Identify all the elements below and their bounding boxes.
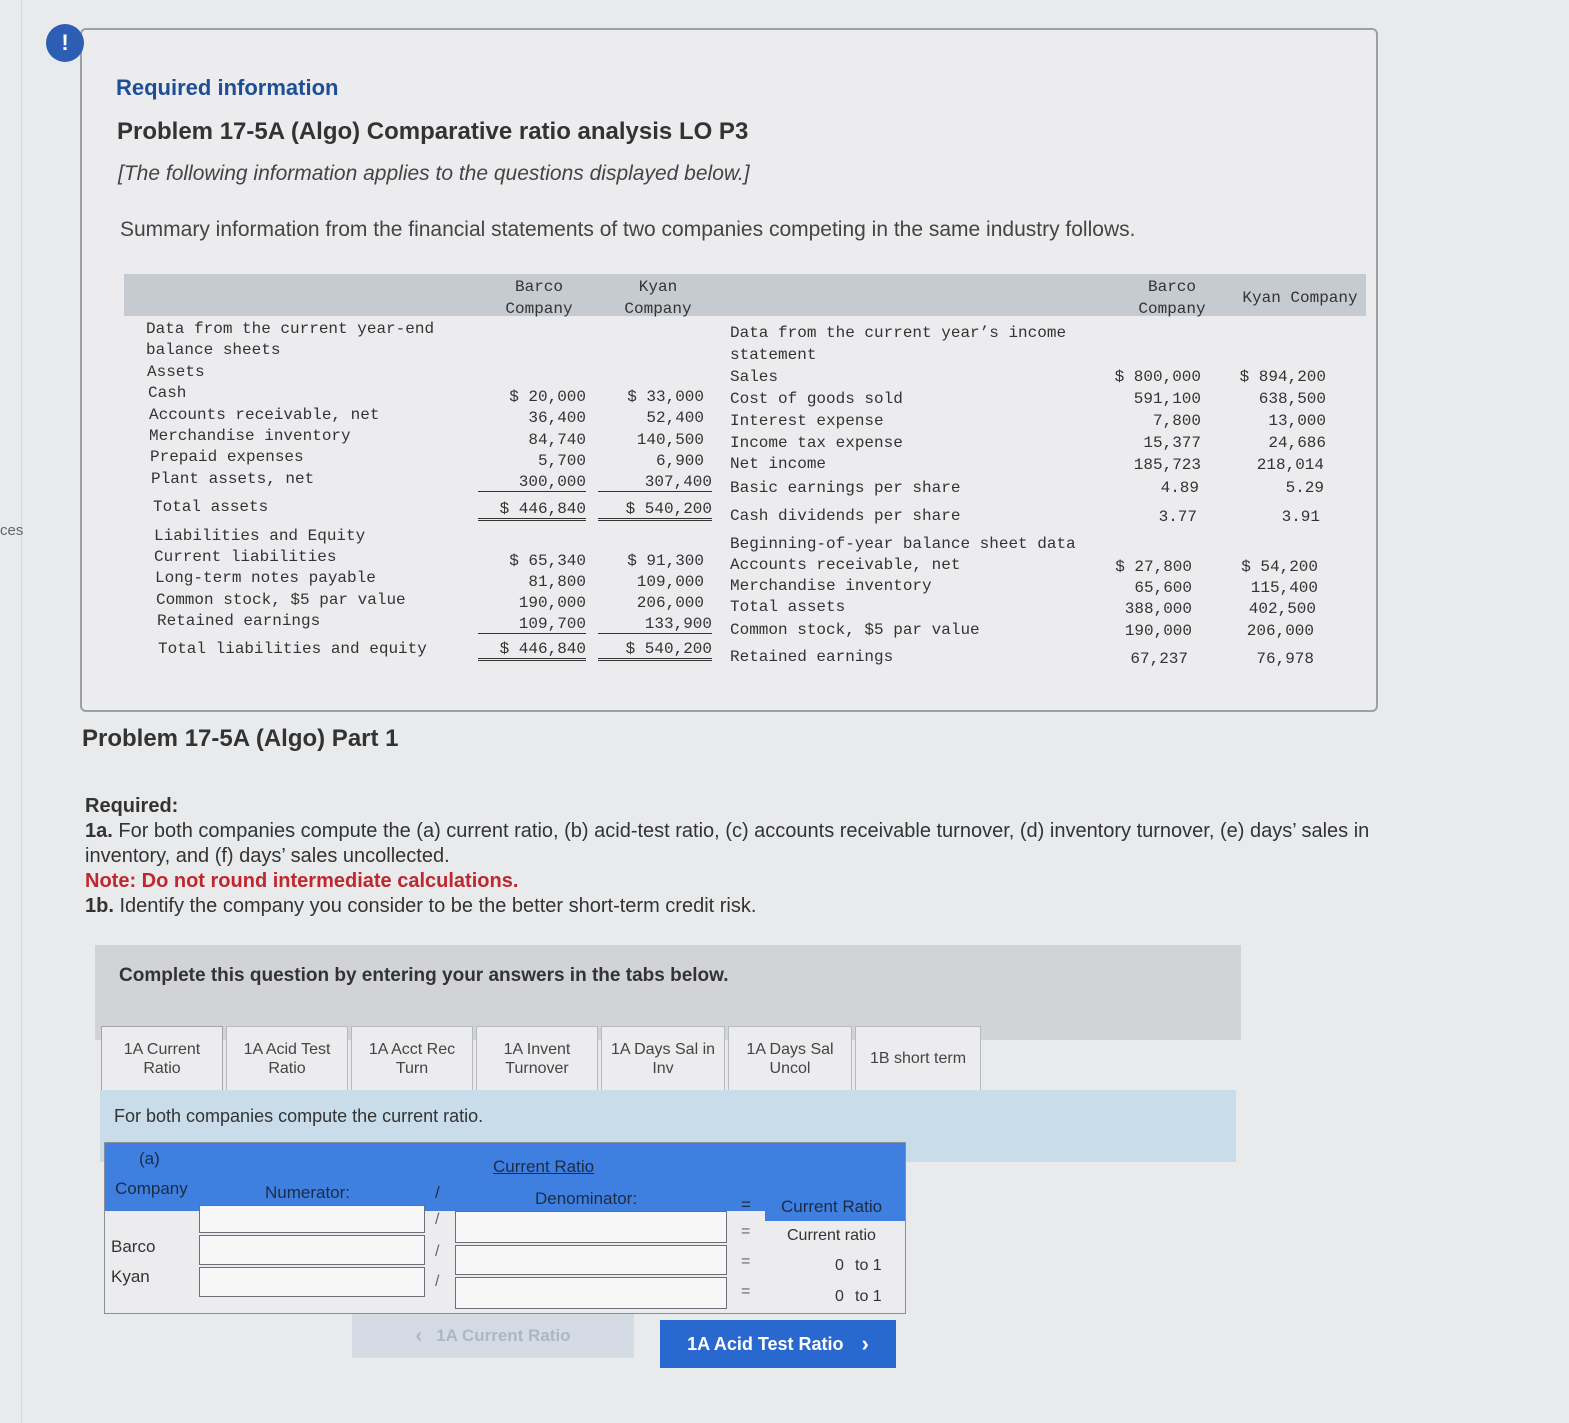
- slash-header: /: [435, 1183, 440, 1202]
- tab-label-line1: 1B short term: [869, 1050, 967, 1067]
- liability-label: Retained earnings: [157, 612, 321, 630]
- income-barco-value: 388,000: [1124, 600, 1192, 618]
- kyan-value: 133,900: [598, 615, 712, 634]
- tab-description: For both companies compute the current ratio.: [114, 1106, 484, 1126]
- complete-instructions: Complete this question by entering your answers in the tabs below.: [119, 965, 729, 986]
- financial-data-table: [124, 274, 1366, 674]
- chevron-right-icon: ›: [861, 1331, 869, 1356]
- tab-label-line2: Ratio: [268, 1059, 306, 1077]
- balance-section-title: Data from the current year-end: [146, 320, 435, 338]
- tab-label-line1: 1A Days Sal in: [610, 1040, 716, 1058]
- tab-1a-current-ratio[interactable]: [101, 1026, 223, 1090]
- liability-label: Current liabilities: [154, 548, 337, 566]
- q1b-label: 1b.: [85, 895, 114, 917]
- balance-section-title-2: balance sheets: [146, 341, 281, 359]
- income-label: Basic earnings per share: [730, 479, 961, 497]
- kyan-value: 109,000: [636, 573, 704, 591]
- beginning-label: Accounts receivable, net: [730, 556, 961, 574]
- kyan-value: 206,000: [636, 594, 704, 612]
- denominator-input[interactable]: [455, 1277, 727, 1309]
- ratio-result-value: 0: [835, 1257, 844, 1274]
- current-ratio-table: [104, 1142, 906, 1314]
- kyan-value: 6,900: [655, 452, 704, 470]
- numerator-header: Numerator:: [265, 1183, 351, 1202]
- applies-note: [The following information applies to the questions displayed below.]: [118, 162, 750, 185]
- barco-header-line1: Barco: [514, 278, 563, 296]
- rounding-note: Note: Do not round intermediate calculations.: [85, 870, 519, 892]
- result-header: Current Ratio: [781, 1197, 883, 1216]
- numerator-input[interactable]: [199, 1267, 425, 1297]
- barco-value: 81,800: [528, 573, 586, 591]
- tab-1a-acid-test-ratio[interactable]: [226, 1026, 348, 1090]
- slash-separator: /: [435, 1211, 440, 1228]
- tab-1b-short-term[interactable]: [855, 1026, 981, 1090]
- liability-label: Long-term notes payable: [155, 569, 376, 587]
- income-barco-header-line1: Barco: [1147, 278, 1196, 296]
- part-title: Problem 17-5A (Algo) Part 1: [82, 725, 399, 752]
- income-kyan-value: 3.91: [1281, 508, 1320, 526]
- income-label: Net income: [730, 455, 827, 473]
- income-label: Interest expense: [730, 412, 884, 430]
- income-barco-value: 591,100: [1133, 390, 1201, 408]
- total-le-label: Total liabilities and equity: [158, 640, 427, 658]
- kyan-header-line1: Kyan: [638, 278, 678, 296]
- income-kyan-value: 638,500: [1258, 390, 1326, 408]
- income-kyan-header: Kyan Company: [1242, 289, 1358, 307]
- required-instructions: [85, 794, 1385, 919]
- liability-label: Common stock, $5 par value: [156, 591, 406, 609]
- income-barco-value: 4.89: [1160, 479, 1199, 497]
- prev-tab-label: 1A Current Ratio: [436, 1326, 571, 1345]
- assets-heading: Assets: [147, 363, 205, 381]
- income-kyan-value: 5.29: [1285, 479, 1324, 497]
- income-kyan-value: 115,400: [1250, 579, 1318, 597]
- next-tab-button[interactable]: [660, 1320, 896, 1368]
- tab-label-line1: 1A Invent: [503, 1040, 571, 1058]
- equals-separator: =: [741, 1223, 751, 1240]
- kyan-value: 307,400: [598, 473, 712, 492]
- denominator-input[interactable]: [455, 1245, 727, 1275]
- denominator-input[interactable]: [455, 1211, 727, 1243]
- chevron-left-icon: ‹: [415, 1324, 423, 1347]
- asset-label: Merchandise inventory: [149, 427, 351, 445]
- income-section-title-2: statement: [730, 346, 817, 364]
- beginning-label: Merchandise inventory: [730, 577, 932, 595]
- slash-separator: /: [435, 1273, 440, 1290]
- numerator-input[interactable]: [199, 1235, 425, 1265]
- tab-label-line2: Inv: [652, 1059, 674, 1077]
- alert-icon: !: [46, 24, 84, 62]
- equals-separator: =: [741, 1283, 751, 1300]
- beginning-label: Retained earnings: [730, 648, 894, 666]
- result-subheader: Current ratio: [787, 1227, 876, 1244]
- tab-1a-acct-rec-turn[interactable]: [351, 1026, 473, 1090]
- problem-title: Problem 17-5A (Algo) Comparative ratio analysis LO P3: [117, 118, 749, 145]
- tab-1a-days-sal-in-inv[interactable]: [601, 1026, 725, 1090]
- required-information-title: Required information: [116, 75, 339, 100]
- barco-value: $ 20,000: [509, 388, 586, 406]
- kyan-value: 140,500: [636, 431, 704, 449]
- barco-total-assets: $ 446,840: [478, 500, 586, 521]
- tab-label-line2: Turn: [395, 1059, 429, 1077]
- required-information-card: [80, 28, 1378, 712]
- income-barco-value: 15,377: [1143, 434, 1201, 452]
- barco-total-le: $ 446,840: [478, 640, 586, 661]
- liabilities-equity-heading: Liabilities and Equity: [154, 527, 366, 545]
- barco-value: 190,000: [518, 594, 586, 612]
- tab-label-line2: Ratio: [143, 1059, 181, 1077]
- income-label: Cash dividends per share: [730, 507, 961, 525]
- q1b-text: Identify the company you consider to be the better short-term credit risk.: [113, 895, 757, 917]
- beginning-label: Total assets: [730, 598, 846, 616]
- row-label-kyan: Kyan: [111, 1267, 150, 1286]
- barco-header-line2: Company: [505, 300, 573, 318]
- beginning-balance-title: Beginning-of-year balance sheet data: [730, 535, 1076, 553]
- income-label: Sales: [730, 368, 779, 386]
- equals-separator: =: [741, 1253, 751, 1270]
- barco-value: 84,740: [528, 431, 586, 449]
- summary-text: Summary information from the financial statements of two companies competing in the same industry follows.: [120, 218, 1136, 241]
- income-kyan-value: 206,000: [1246, 622, 1314, 640]
- barco-value: 5,700: [537, 452, 586, 470]
- tab-label-line1: 1A Acct Rec: [368, 1040, 456, 1058]
- income-section-title: Data from the current year’s income: [730, 324, 1067, 342]
- income-kyan-value: 218,014: [1256, 456, 1324, 474]
- tab-label-line2: Uncol: [769, 1059, 811, 1077]
- income-label: Cost of goods sold: [730, 390, 903, 408]
- income-kyan-value: 24,686: [1268, 434, 1326, 452]
- row-label-barco: Barco: [111, 1237, 156, 1256]
- income-kyan-value: 402,500: [1248, 600, 1316, 618]
- beginning-label: Common stock, $5 par value: [730, 621, 980, 639]
- required-label: Required:: [85, 795, 179, 817]
- income-barco-value: $ 800,000: [1114, 368, 1201, 386]
- company-header: Company: [115, 1179, 188, 1198]
- income-label: Income tax expense: [730, 434, 903, 452]
- numerator-input[interactable]: [199, 1205, 425, 1233]
- ratio-title: Current Ratio: [493, 1157, 595, 1176]
- tab-label-line1: 1A Current: [123, 1040, 201, 1058]
- ratio-result-value: 0: [835, 1288, 844, 1305]
- kyan-value: $ 33,000: [627, 388, 704, 406]
- income-barco-value: 67,237: [1130, 650, 1188, 668]
- income-kyan-value: 13,000: [1268, 412, 1326, 430]
- barco-value: $ 65,340: [509, 552, 586, 570]
- side-panel-edge: [0, 0, 22, 1423]
- income-barco-value: 185,723: [1133, 456, 1201, 474]
- ratio-result-unit: to 1: [855, 1288, 882, 1305]
- prev-tab-button[interactable]: [352, 1314, 634, 1358]
- q1a-text: For both companies compute the (a) current ratio, (b) acid-test ratio, (c) accounts receivable turnover, (d) inventory turnover, (e) days’ sales in inventory, and (f) days’ sales uncollected.: [85, 820, 1370, 867]
- barco-value: 36,400: [528, 409, 586, 427]
- kyan-total-assets: $ 540,200: [598, 500, 712, 521]
- asset-label: Accounts receivable, net: [149, 406, 380, 424]
- barco-value: 109,700: [478, 615, 586, 634]
- tab-label-line2: Turnover: [505, 1059, 569, 1077]
- equals-header: =: [741, 1195, 751, 1214]
- tab-label-line1: 1A Days Sal: [746, 1040, 834, 1058]
- income-barco-value: 7,800: [1152, 412, 1201, 430]
- income-kyan-value: $ 894,200: [1239, 368, 1326, 386]
- barco-value: 300,000: [478, 473, 586, 492]
- slash-separator: /: [435, 1243, 440, 1260]
- q1a-label: 1a.: [85, 820, 113, 842]
- asset-label: Plant assets, net: [151, 470, 315, 488]
- income-kyan-value: 76,978: [1256, 650, 1314, 668]
- side-panel-stub: ces: [0, 522, 24, 539]
- next-tab-label: 1A Acid Test Ratio: [687, 1333, 844, 1354]
- tab-1a-invent-turnover[interactable]: [476, 1026, 598, 1090]
- asset-label: Cash: [148, 384, 187, 402]
- kyan-value: $ 91,300: [627, 552, 704, 570]
- ratio-result-unit: to 1: [855, 1257, 882, 1274]
- income-barco-value: $ 27,800: [1115, 558, 1192, 576]
- denominator-header: Denominator:: [535, 1189, 638, 1208]
- kyan-total-le: $ 540,200: [598, 640, 712, 661]
- income-barco-value: 3.77: [1158, 508, 1197, 526]
- kyan-value: 52,400: [646, 409, 704, 427]
- income-barco-value: 190,000: [1124, 622, 1192, 640]
- total-assets-label: Total assets: [153, 498, 269, 516]
- col-a-label: (a): [139, 1149, 160, 1168]
- income-kyan-value: $ 54,200: [1241, 558, 1318, 576]
- tab-1a-days-sal-uncol[interactable]: [728, 1026, 852, 1090]
- asset-label: Prepaid expenses: [150, 448, 304, 466]
- income-barco-value: 65,600: [1134, 579, 1192, 597]
- tab-label-line1: 1A Acid Test: [243, 1040, 331, 1058]
- income-barco-header-line2: Company: [1138, 300, 1206, 318]
- kyan-header-line2: Company: [624, 300, 692, 318]
